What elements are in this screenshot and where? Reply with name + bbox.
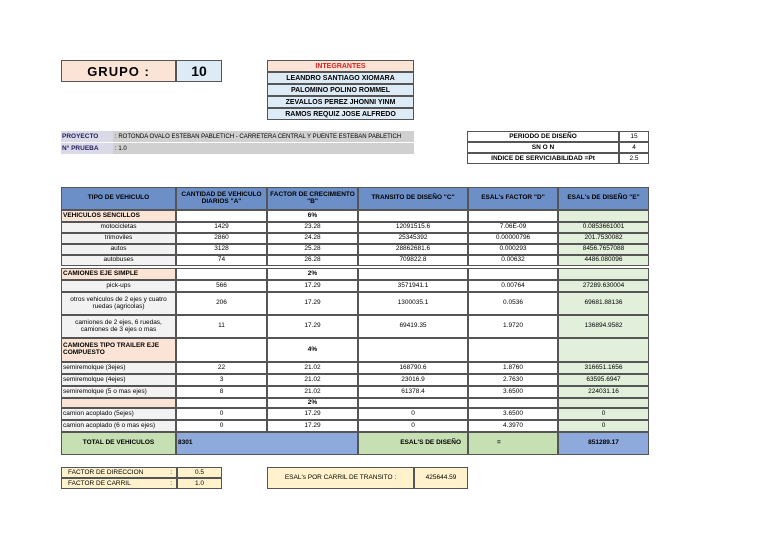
- growth-rate: 4%: [267, 338, 358, 362]
- section-title: CAMIONES EJE SIMPLE: [61, 268, 176, 280]
- col-header-esal-factor: ESAL's FACTOR "D": [468, 187, 558, 210]
- esal-cell: 224031.16: [558, 386, 649, 398]
- growth-cell: 21.02: [267, 362, 358, 374]
- traffic-cell: 709822.8: [358, 255, 468, 266]
- structural-number-label: SN O N: [467, 142, 619, 153]
- esal-cell: 136894.9582: [558, 315, 649, 338]
- vehicle-type-cell: semiremolque (5 o mas ejes): [61, 386, 176, 398]
- traffic-cell: 12091515.6: [358, 222, 468, 233]
- empty-cell: [176, 210, 267, 222]
- serviceability-value: 2.5: [619, 153, 649, 164]
- lane-factor-label: [61, 478, 177, 489]
- empty-cell: [358, 210, 468, 222]
- separator: :: [170, 480, 172, 487]
- esal-cell: 316651.1656: [558, 362, 649, 374]
- section-title: CAMIONES TIPO TRAILER EJE COMPUESTO: [61, 338, 176, 362]
- direction-factor-label: [61, 467, 177, 478]
- esal-factor-cell: 0.00000796: [468, 233, 558, 244]
- col-header-daily-count: CANTIDAD DE VEHICULO DIARIOS "A": [176, 187, 267, 210]
- traffic-cell: 3571941.1: [358, 280, 468, 292]
- total-vehicles-label: TOTAL DE VEHICULOS: [61, 432, 176, 455]
- structural-number-value: 4: [619, 142, 649, 153]
- test-number-label: N° PRUEBA: [61, 143, 113, 154]
- group-number: 10: [176, 60, 222, 82]
- esal-factor-cell: 0.000293: [468, 244, 558, 255]
- esal-factor-cell: 3.6500: [468, 408, 558, 420]
- vehicle-type-cell: camiones de 2 ejes, 6 ruedas, camiones de 3 ejes o mas: [61, 315, 176, 338]
- empty-cell: [358, 398, 468, 408]
- lane-esal-value: 425644.59: [414, 467, 468, 489]
- empty-cell: [468, 210, 558, 222]
- esal-cell: 8456.7657088: [558, 244, 649, 255]
- empty-cell: [176, 338, 267, 362]
- growth-cell: 17.29: [267, 420, 358, 432]
- member-name: RAMOS REQUIZ JOSE ALFREDO: [267, 108, 414, 120]
- traffic-cell: 0: [358, 408, 468, 420]
- lane-esal-label: ESAL's POR CARRIL DE TRANSITO :: [267, 467, 414, 489]
- separator: :: [170, 469, 172, 476]
- test-number-value: : 1.0: [113, 143, 414, 154]
- esal-factor-cell: 1.9720: [468, 315, 558, 338]
- empty-cell: [468, 268, 558, 280]
- member-name: ZEVALLOS PEREZ JHONNI YINM: [267, 96, 414, 108]
- empty-cell: [468, 338, 558, 362]
- direction-factor-value: 0.5: [177, 467, 222, 478]
- vehicle-type-cell: trimoviles: [61, 233, 176, 244]
- vehicle-type-cell: semiremolque (4ejes): [61, 374, 176, 386]
- empty-cell: [558, 210, 649, 222]
- design-esal-equals: =: [468, 432, 558, 455]
- vehicle-type-cell: semiremolque (3ejes): [61, 362, 176, 374]
- count-cell: 3: [176, 374, 267, 386]
- empty-cell: [558, 268, 649, 280]
- vehicle-type-cell: pick-ups: [61, 280, 176, 292]
- esal-factor-cell: 3.6500: [468, 386, 558, 398]
- growth-cell: 23.28: [267, 222, 358, 233]
- esal-factor-cell: 0.00632: [468, 255, 558, 266]
- col-header-design-traffic: TRANSITO DE DISEÑO "C": [358, 187, 468, 210]
- growth-cell: 24.28: [267, 233, 358, 244]
- group-label: GRUPO :: [61, 60, 176, 82]
- empty-cell: [468, 398, 558, 408]
- count-cell: 11: [176, 315, 267, 338]
- empty-cell: [358, 268, 468, 280]
- count-cell: 566: [176, 280, 267, 292]
- count-cell: 0: [176, 420, 267, 432]
- total-vehicles-value: 8301: [176, 432, 358, 455]
- count-cell: 8: [176, 386, 267, 398]
- esal-factor-cell: 4.3970: [468, 420, 558, 432]
- col-header-growth-factor: FACTOR DE CRECIMIENTO "B": [267, 187, 358, 210]
- growth-rate: 6%: [267, 210, 358, 222]
- growth-rate: 2%: [267, 398, 358, 408]
- vehicle-type-cell: otros vehiculos de 2 ejes y cuatro ruedas (agricolas): [61, 292, 176, 315]
- esal-cell: 63595.6947: [558, 374, 649, 386]
- count-cell: 2860: [176, 233, 267, 244]
- count-cell: 3128: [176, 244, 267, 255]
- esal-cell: 0: [558, 408, 649, 420]
- empty-cell: [176, 398, 267, 408]
- esal-factor-cell: 0.0536: [468, 292, 558, 315]
- traffic-cell: 0: [358, 420, 468, 432]
- count-cell: 74: [176, 255, 267, 266]
- traffic-cell: 1300035.1: [358, 292, 468, 315]
- vehicle-type-cell: camion acoplado (5ejes): [61, 408, 176, 420]
- col-header-vehicle-type: TIPO DE VEHICULO: [61, 187, 176, 210]
- traffic-cell: 61378.4: [358, 386, 468, 398]
- col-header-design-esal: ESAL's DE DISEÑO "E": [558, 187, 649, 210]
- growth-rate: 2%: [267, 268, 358, 280]
- member-name: PALOMINO POLINO ROMMEL: [267, 84, 414, 96]
- growth-cell: 21.02: [267, 386, 358, 398]
- esal-cell: 0: [558, 420, 649, 432]
- empty-cell: [558, 398, 649, 408]
- esal-cell: 4486.080096: [558, 255, 649, 266]
- lane-factor-value: 1.0: [177, 478, 222, 489]
- members-title: INTEGRANTES: [267, 60, 414, 72]
- traffic-cell: 168790.6: [358, 362, 468, 374]
- serviceability-label: INDICE DE SERVICIABILIDAD =Pt: [467, 153, 619, 164]
- count-cell: 206: [176, 292, 267, 315]
- section-title: [61, 398, 176, 408]
- empty-cell: [558, 338, 649, 362]
- esal-factor-cell: 7.06E-09: [468, 222, 558, 233]
- esal-factor-cell: 0.00764: [468, 280, 558, 292]
- count-cell: 0: [176, 408, 267, 420]
- growth-cell: 26.28: [267, 255, 358, 266]
- growth-cell: 17.29: [267, 292, 358, 315]
- section-title: VEHICULOS SENCILLOS: [61, 210, 176, 222]
- traffic-cell: 28862681.6: [358, 244, 468, 255]
- esal-cell: 69681.88136: [558, 292, 649, 315]
- design-period-label: PERIODO DE DISEÑO: [467, 131, 619, 142]
- growth-cell: 21.02: [267, 374, 358, 386]
- project-value: : ROTONDA OVALO ESTEBAN PABLETICH - CARRETERA CENTRAL Y PUENTE ESTEBAN PABLETICH: [113, 131, 414, 142]
- growth-cell: 17.29: [267, 280, 358, 292]
- design-period-value: 15: [619, 131, 649, 142]
- traffic-cell: 69419.35: [358, 315, 468, 338]
- traffic-cell: 25345392: [358, 233, 468, 244]
- direction-factor-text: FACTOR DE DIRECCION: [68, 469, 144, 476]
- member-name: LEANDRO SANTIAGO XIOMARA: [267, 72, 414, 84]
- vehicle-type-cell: camion acoplado (6 o mas ejes): [61, 420, 176, 432]
- empty-cell: [176, 268, 267, 280]
- traffic-cell: 23016.9: [358, 374, 468, 386]
- design-esal-value: 851289.17: [558, 432, 649, 455]
- growth-cell: 17.29: [267, 408, 358, 420]
- count-cell: 1429: [176, 222, 267, 233]
- vehicle-type-cell: autobuses: [61, 255, 176, 266]
- growth-cell: 25.28: [267, 244, 358, 255]
- count-cell: 22: [176, 362, 267, 374]
- design-esal-label: ESAL'S DE DISEÑO: [358, 432, 468, 455]
- esal-cell: 201.7530082: [558, 233, 649, 244]
- esal-factor-cell: 1.8760: [468, 362, 558, 374]
- vehicle-type-cell: autos: [61, 244, 176, 255]
- project-label: PROYECTO: [61, 131, 113, 142]
- esal-cell: 27289.630004: [558, 280, 649, 292]
- empty-cell: [358, 338, 468, 362]
- esal-cell: 0.0853661001: [558, 222, 649, 233]
- lane-factor-text: FACTOR DE CARRIL: [68, 480, 131, 487]
- vehicle-type-cell: motocicletas: [61, 222, 176, 233]
- growth-cell: 17.29: [267, 315, 358, 338]
- esal-factor-cell: 2.7630: [468, 374, 558, 386]
